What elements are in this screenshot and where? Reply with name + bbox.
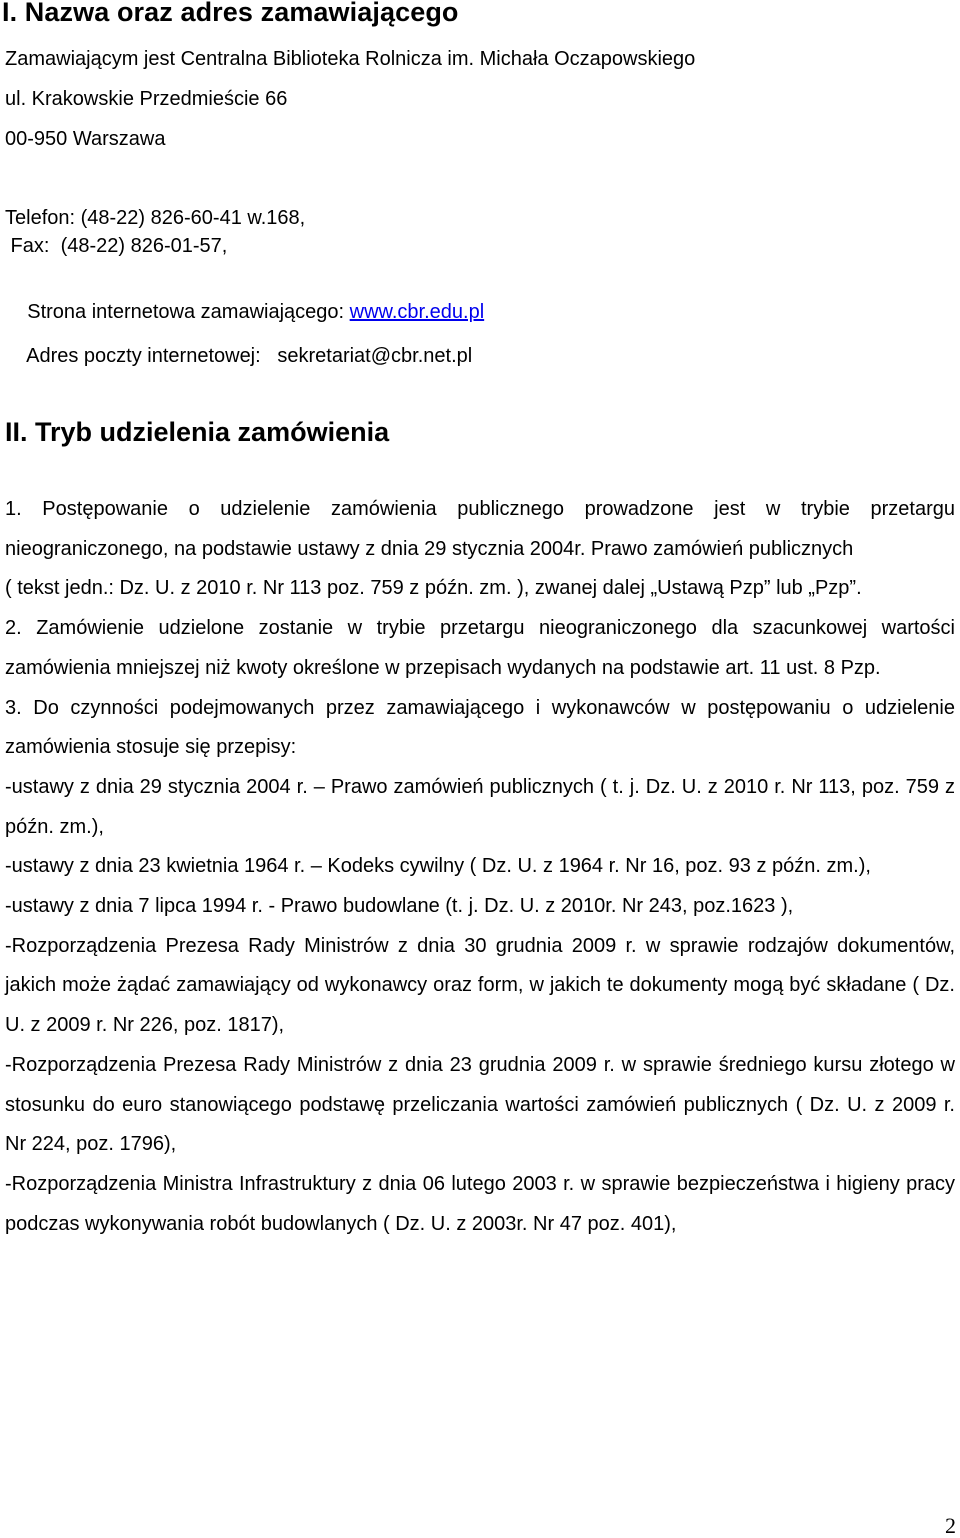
phone-number: Telefon: (48-22) 826-60-41 w.168,: [5, 207, 306, 229]
email-address: sekretariat@cbr.net.pl: [277, 345, 473, 367]
website-link[interactable]: www.cbr.edu.pl: [349, 301, 485, 323]
paragraph-1a: 1. Postępowanie o udzielenie zamówienia publicznego prowadzone jest w trybie przetargu nieograniczonego, na podstawie ustawy z dnia 29 stycznia 2004r. Prawo zamówień publicznych: [5, 498, 955, 560]
email-label: Adres poczty internetowej:: [26, 345, 278, 367]
section-1-heading: I. Nazwa oraz adres zamawiającego: [2, 0, 459, 27]
law-item-4: -Rozporządzenia Prezesa Rady Ministrów z dnia 30 grudnia 2009 r. w sprawie rodzajów dokumentów, jakich może żądać zamawiający od wykonawcy oraz form, w jakich te dokumenty mogą być składane ( Dz. U. z 2009 r. Nr 226, poz. 1817),: [5, 934, 955, 1037]
fax-number: Fax: (48-22) 826-01-57,: [5, 235, 228, 257]
website-label: Strona internetowa zamawiającego:: [27, 301, 350, 323]
law-item-2: -ustawy z dnia 23 kwietnia 1964 r. – Kodeks cywilny ( Dz. U. z 1964 r. Nr 16, poz. 93 z późn. zm.),: [5, 855, 871, 878]
contracting-authority-intro: Zamawiającym jest Centralna Biblioteka Rolnicza im. Michała Oczapowskiego: [5, 48, 696, 70]
section-2-heading: II. Tryb udzielenia zamówienia: [5, 417, 390, 447]
law-item-5: -Rozporządzenia Prezesa Rady Ministrów z dnia 23 grudnia 2009 r. w sprawie średniego kursu złotego w stosunku do euro stanowiącego podstawę przeliczania wartości zamówień publicznych ( Dz. U. z 2009 r. Nr 224, poz. 1796),: [5, 1053, 955, 1156]
paragraph-1b: ( tekst jedn.: Dz. U. z 2010 r. Nr 113 poz. 759 z późn. zm. ), zwanej dalej „Ustawą Pzp” lub „Pzp”.: [5, 577, 862, 600]
page-number: 2: [945, 1513, 956, 1538]
law-item-3: -ustawy z dnia 7 lipca 1994 r. - Prawo budowlane (t. j. Dz. U. z 2010r. Nr 243, poz.1623 ),: [5, 895, 794, 918]
address-city: 00-950 Warszawa: [5, 128, 166, 150]
paragraph-3: 3. Do czynności podejmowanych przez zamawiającego i wykonawców w postępowaniu o udzielenie zamówienia stosuje się przepisy:: [5, 696, 955, 759]
law-item-6: -Rozporządzenia Ministra Infrastruktury z dnia 06 lutego 2003 r. w sprawie bezpieczeństwa i higieny pracy podczas wykonywania robót budowlanych ( Dz. U. z 2003r. Nr 47 poz. 401),: [5, 1172, 955, 1235]
law-item-1: -ustawy z dnia 29 stycznia 2004 r. – Prawo zamówień publicznych ( t. j. Dz. U. z 2010 r. Nr 113, poz. 759 z późn. zm.),: [5, 775, 955, 838]
paragraph-2: 2. Zamówienie udzielone zostanie w trybie przetargu nieograniczonego dla szacunkowej wartości zamówienia mniejszej niż kwoty określone w przepisach wydanych na podstawie art. 11 ust. 8 Pzp.: [5, 617, 955, 679]
section-2-body: [5, 490, 955, 1244]
address-street: ul. Krakowskie Przedmieście 66: [5, 88, 288, 110]
email-line: [5, 320, 472, 392]
